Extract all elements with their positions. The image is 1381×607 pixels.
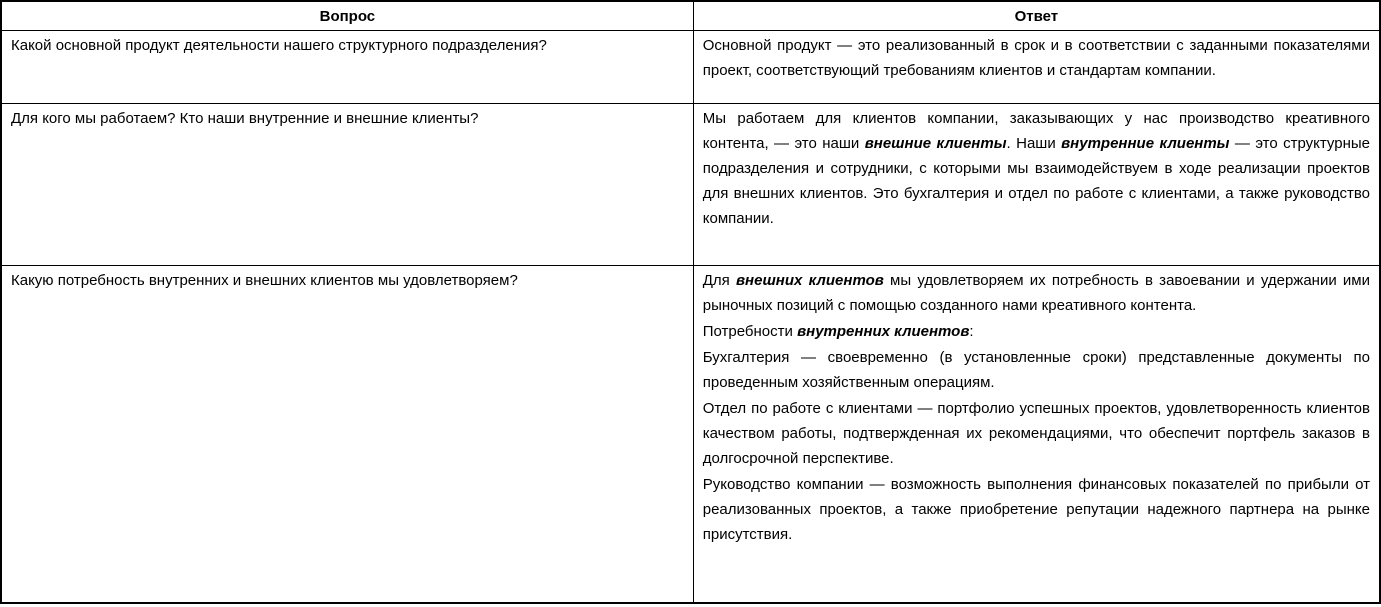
column-header-answer: Ответ <box>693 1 1380 31</box>
question-cell <box>1 31 693 104</box>
paragraph <box>703 472 1370 547</box>
paragraph <box>703 345 1370 395</box>
text-segment: — это структурные подразделения и сотрудники, с которыми мы взаимодействуем в ходе реализации проектов для внешних клиентов. Это бухгалтерия и отдел по работе с клиентами, а также руководство компании. <box>702 135 1371 227</box>
paragraph <box>703 396 1370 471</box>
paragraph <box>11 33 684 58</box>
text-segment: Потребности <box>702 323 798 340</box>
text-segment: мы удовлетворяем их потребность в завоевании и удержании ими рыночных позиций с помощью созданного нами креативного контента. <box>702 272 1370 314</box>
text-segment: Для <box>702 272 736 289</box>
text-segment: Основной продукт — это реализованный в срок и в соответствии с заданными показателями проект, соответствующий требованиям клиентов и стандартам компании. <box>702 37 1370 79</box>
emphasis-text: внутренние клиенты <box>1061 135 1230 152</box>
text-segment: Мы работаем для клиентов компании, заказывающих у нас производство креативного контента, — это наши <box>702 110 1370 152</box>
question-cell <box>1 104 693 266</box>
column-header-question: Вопрос <box>1 1 693 31</box>
paragraph <box>11 106 684 131</box>
emphasis-text: внутренних клиентов <box>797 323 970 340</box>
question-cell <box>1 266 693 603</box>
table-row <box>1 266 1380 603</box>
text-segment: . Наши <box>1006 135 1062 152</box>
paragraph <box>703 319 1370 344</box>
answer-cell <box>693 266 1380 603</box>
emphasis-text: внешние клиенты <box>864 135 1007 152</box>
text-segment: Для кого мы работаем? Кто наши внутренние и внешние клиенты? <box>11 110 479 127</box>
text-segment: Бухгалтерия — своевременно (в установленные сроки) представленные документы по проведенным хозяйственным операциям. <box>702 349 1370 391</box>
text-segment: : <box>969 323 974 340</box>
answer-cell <box>693 31 1380 104</box>
table-row <box>1 104 1380 266</box>
text-segment: Отдел по работе с клиентами — портфолио успешных проектов, удовлетворенность клиентов качеством работы, подтвержденная их рекомендациями, что обеспечит портфель заказов в долгосрочной перспективе. <box>702 400 1370 467</box>
paragraph <box>11 268 684 293</box>
paragraph <box>703 106 1370 231</box>
header-row <box>1 1 1380 31</box>
paragraph <box>703 268 1370 318</box>
text-segment: Какую потребность внутренних и внешних клиентов мы удовлетворяем? <box>11 272 518 289</box>
table-row <box>1 31 1380 104</box>
paragraph <box>703 33 1370 83</box>
answer-cell <box>693 104 1380 266</box>
text-segment: Руководство компании — возможность выполнения финансовых показателей по прибыли от реализованных проектов, а также приобретение репутации надежного партнера на рынке присутствия. <box>702 476 1370 543</box>
text-segment: Какой основной продукт деятельности нашего структурного подразделения? <box>11 37 547 54</box>
emphasis-text: внешних клиентов <box>736 272 884 289</box>
